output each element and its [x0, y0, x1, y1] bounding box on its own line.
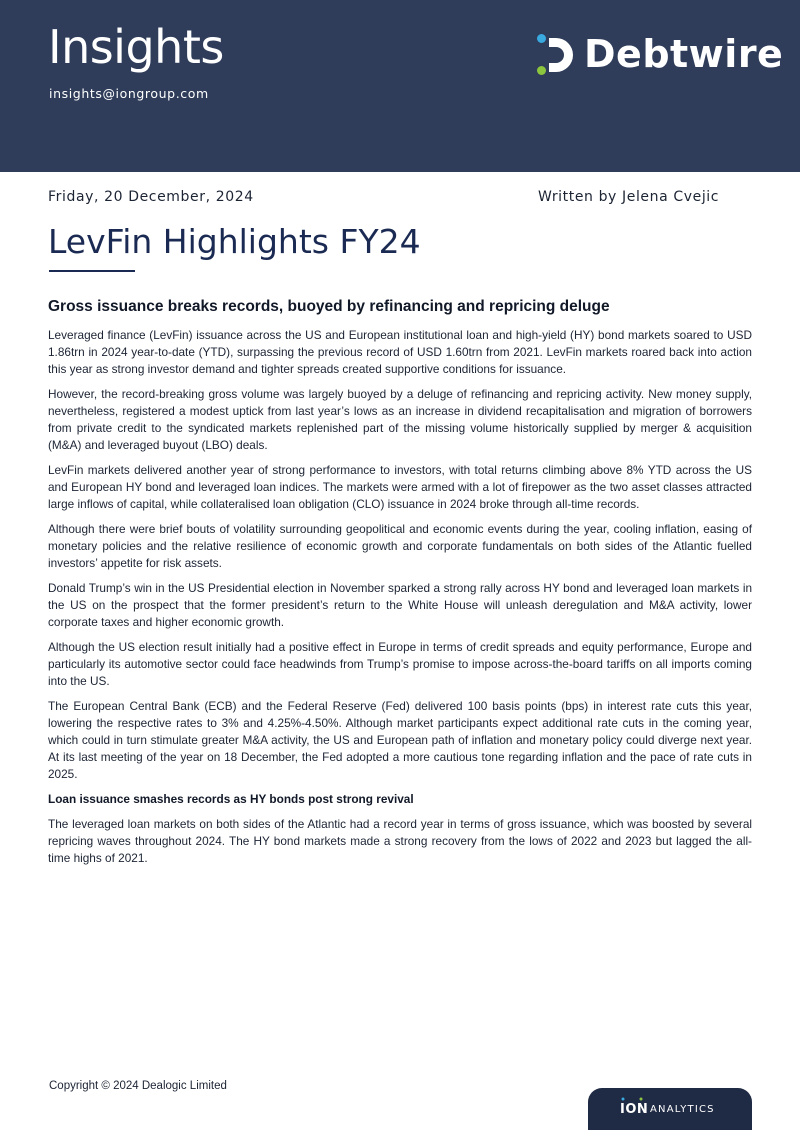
footer-copyright: Copyright © 2024 Dealogic Limited [49, 1080, 227, 1092]
article-paragraph: Although the US election result initially had a positive effect in Europe in terms of credit spreads and equity performance, Europe and particularly its automotive sector could face headwinds from Trump’s promise to impose across-the-board tariffs on all imports coming into the US. [48, 640, 752, 688]
ion-dots-icon [620, 1094, 660, 1104]
debtwire-logo-mark-icon [536, 32, 576, 78]
analytics-wordmark: ANALYTICS [650, 1104, 715, 1115]
article-paragraph: The European Central Bank (ECB) and the Federal Reserve (Fed) delivered 100 basis points (bps) in interest rate cuts this year, lowering the respective rates to 3% and 4.25%-4.50%. Although market participants expect additional rate cuts in the coming year, which could in turn stimulate greater M&A activity, the US and European path of inflation and monetary policy could diverge next year. At its last meeting of the year on 18 December, the Fed adopted a more cautious tone regarding inflation and the pace of rate cuts in 2025. [48, 699, 752, 781]
header-email-link[interactable]: insights@iongroup.com [49, 86, 209, 101]
debtwire-logo [536, 32, 784, 78]
article-paragraph: Although there were brief bouts of volatility surrounding geopolitical and economic events during the year, cooling inflation, easing of monetary policies and the relative resilience of economic growth and corporate fundamentals on both sides of the Atlantic fuelled investors’ appetite for risk assets. [48, 522, 752, 570]
header-title: Insights [48, 20, 224, 74]
article-paragraph: Leveraged finance (LevFin) issuance across the US and European institutional loan and high-yield (HY) bond markets soared to USD 1.86trn in 2024 year-to-date (YTD), surpassing the previous record of USD 1.60trn from 2021. LevFin markets roared back into action this year as strong investor demand and tighter spreads created supportive conditions for issuance. [48, 328, 752, 376]
ion-wordmark: ION [620, 1102, 649, 1117]
author-byline: Written by Jelena Cvejic [538, 189, 720, 205]
article-body [48, 298, 752, 875]
article-paragraph: LevFin markets delivered another year of strong performance to investors, with total returns climbing above 8% YTD across the US and European HY bond and leveraged loan indices. The markets were armed with a lot of firepower as the two asset classes attracted large inflows of capital, while collateralised loan obligation (CLO) issuance in 2024 broke through all-time records. [48, 463, 752, 511]
title-underline-divider [49, 270, 135, 272]
section-heading: Gross issuance breaks records, buoyed by refinancing and repricing deluge [48, 298, 610, 315]
sub-heading: Loan issuance smashes records as HY bonds post strong revival [48, 792, 414, 806]
ion-analytics-logo [588, 1088, 752, 1130]
article-paragraph: Donald Trump’s win in the US Presidential election in November sparked a strong rally across HY bond and leveraged loan markets in the US on the prospect that the former president’s return to the White House will unleash deregulation and M&A activity, lower corporate taxes and higher economic growth. [48, 581, 752, 629]
publish-date: Friday, 20 December, 2024 [48, 189, 254, 205]
article-paragraph: The leveraged loan markets on both sides of the Atlantic had a record year in terms of gross issuance, which was boosted by several repricing waves throughout 2024. The HY bond markets made a strong recovery from the lows of 2022 and 2023 but lagged the all-time highs of 2021. [48, 817, 752, 865]
brand-name: Debtwire [584, 32, 784, 76]
page-header [0, 0, 800, 172]
page-title: LevFin Highlights FY24 [48, 222, 421, 261]
article-paragraph: However, the record-breaking gross volume was largely buoyed by a deluge of refinancing and repricing activity. New money supply, nevertheless, registered a modest uptick from last year’s lows as an increase in dividend recapitalisation and migration of borrowers from private credit to the syndicated markets replenished part of the missing volume historically supplied by merger & acquisition (M&A) and leveraged buyout (LBO) deals. [48, 387, 752, 452]
